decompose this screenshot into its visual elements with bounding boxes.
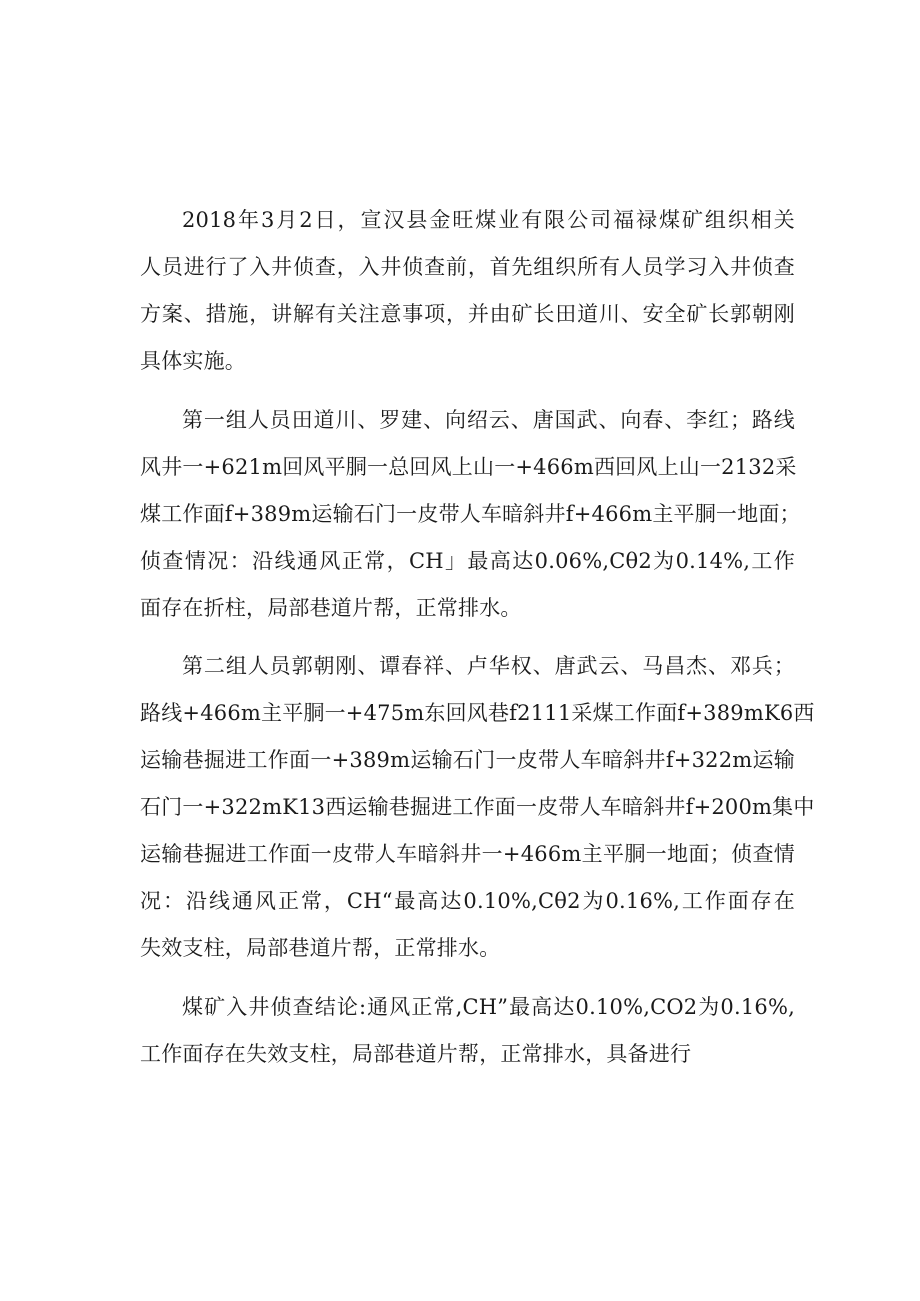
paragraph-line: 煤工作面f+389m运输石门一皮带人车暗斜井f+466m主平胴一地面； <box>140 501 801 526</box>
paragraph-inspection-overview <box>140 197 795 385</box>
paragraph-line: 第一组人员田道川、罗建、向绍云、唐国武、向春、李红；路线 <box>182 407 795 432</box>
paragraph-line: 运输巷掘进工作面一+389m运输石门一皮带人车暗斜井f+322m运输 <box>140 748 795 772</box>
paragraph-line: 2018年3月2日，宣汉县金旺煤业有限公司福禄煤矿组织相关 <box>182 208 795 232</box>
paragraph-line: 工作面存在失效支柱，局部巷道片帮，正常排水，具备进行 <box>140 1041 692 1066</box>
document-body <box>140 197 815 1089</box>
paragraph-line: 况：沿线通风正常，CH“最高达0.10%,Cθ2为0.16%,工作面存在 <box>140 889 795 913</box>
paragraph-line: 面存在折柱，局部巷道片帮，正常排水。 <box>140 595 522 620</box>
paragraph-line: 风井一+621m回风平胴一总回风上山一+466m西回风上山一2132采 <box>140 454 797 479</box>
paragraph-line: 石门一+322mK13西运输巷掘进工作面一皮带人车暗斜井f+200m集中 <box>140 795 815 819</box>
paragraph-line: 具体实施。 <box>140 349 246 373</box>
paragraph-line: 第二组人员郭朝刚、谭春祥、卢华权、唐武云、马昌杰、邓兵； <box>182 654 795 678</box>
paragraph-line: 侦查情况：沿线通风正常，CH」最高达0.06%,Cθ2为0.14%,工作 <box>140 548 795 573</box>
paragraph-group-two <box>140 643 815 972</box>
paragraph-line: 失效支柱，局部巷道片帮，正常排水。 <box>140 936 501 960</box>
paragraph-line: 方案、措施，讲解有关注意事项，并由矿长田道川、安全矿长郭朝刚 <box>140 302 795 326</box>
paragraph-line: 路线+466m主平胴一+475m东回风巷f2111采煤工作面f+389mK6西 <box>140 701 815 725</box>
paragraph-line: 人员进行了入井侦查，入井侦查前，首先组织所有人员学习入井侦查 <box>140 255 795 279</box>
paragraph-line: 运输巷掘进工作面一皮带人车暗斜井一+466m主平胴一地面；侦查情 <box>140 842 795 866</box>
paragraph-conclusion <box>140 984 795 1078</box>
paragraph-line: 煤矿入井侦查结论:通风正常,CH”最高达0.10%,CO2为0.16%, <box>182 994 795 1019</box>
paragraph-group-one <box>140 397 801 632</box>
